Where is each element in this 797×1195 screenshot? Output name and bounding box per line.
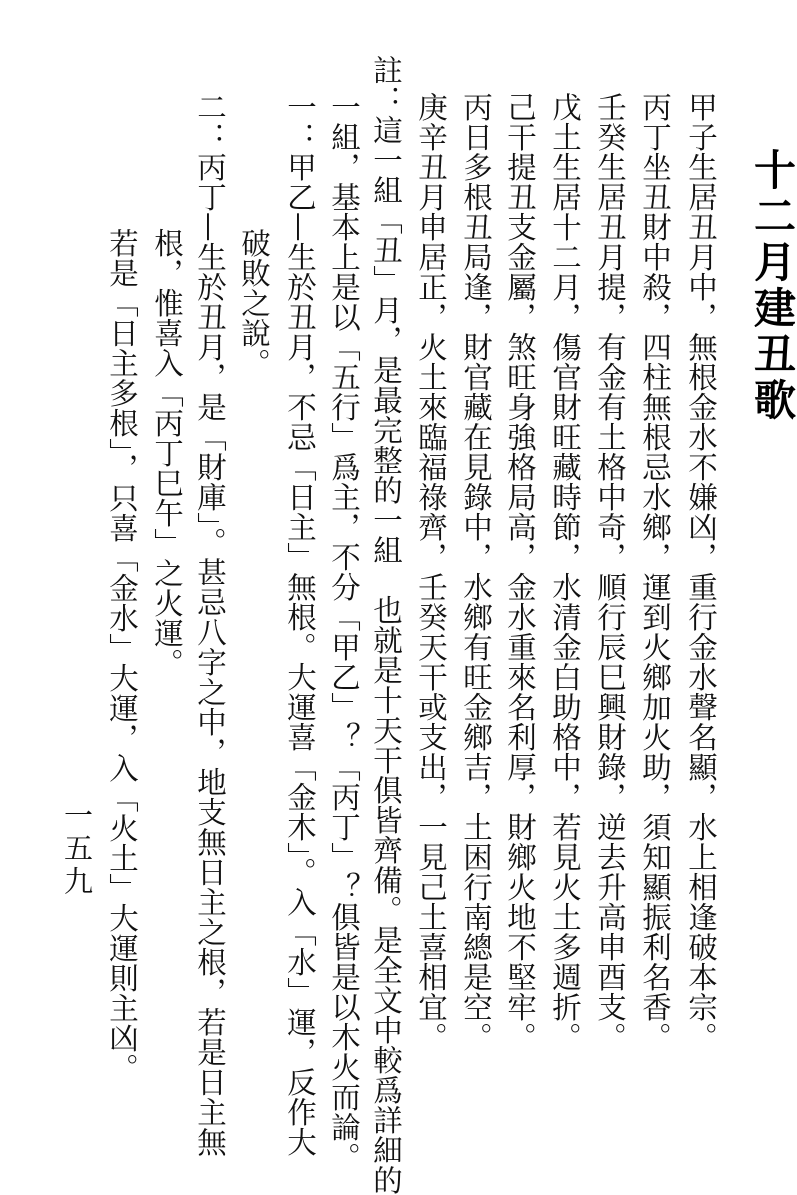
poem-line: 壬癸生居丑月提，有金有土格中奇，順行辰巳興財錄，逆去升高申酉支。 <box>593 92 627 1052</box>
note-line: 註：這一組「丑」月，是最完整的一組 也就是十天干俱皆齊備。是全文中較爲詳細的 <box>369 55 403 1195</box>
poem-line: 甲子生居丑月中，無根金水不嫌凶，重行金水聲名顯，水上相逢破本宗。 <box>684 92 718 1052</box>
note-line: 根，惟喜入「丙丁巳午」之火運。 <box>150 228 184 678</box>
poem-line: 丙日多根丑局逢，財官藏在見錄中，水鄉有旺金鄉吉，土困行南總是空。 <box>459 92 493 1052</box>
poem-line: 丙丁坐丑財中殺，四柱無根忌水鄉，運到火鄉加火助，須知顯振利名香。 <box>638 92 672 1052</box>
note-line: 一組，基本上是以「五行」爲主，不分「甲乙」？「丙丁」？俱皆是以木火而論。 <box>327 92 361 1172</box>
note-line: 破敗之說。 <box>237 228 271 378</box>
note-line: 一：甲乙—生於丑月，不忌「日主」無根。大運喜「金木」。入「水」運，反作大 <box>283 92 317 1158</box>
note-line: 若是「日主多根」，只喜「金水」大運，入「火土」大運則主凶。 <box>105 228 139 1084</box>
poem-line: 己干提丑支金屬，煞旺身強格局高，金水重來名利厚，財鄉火地不堅牢。 <box>503 92 537 1052</box>
page-number: 一五九 <box>60 800 94 899</box>
note-line: 二：丙丁—生於丑月，是「財庫」。甚忌八字之中，地支無日主之根，若是日主無 <box>193 92 227 1158</box>
poem-line: 庚辛丑月申居正，火土來臨福祿齊，壬癸天干或支出，一見己土喜相宜。 <box>414 92 448 1052</box>
page-title: 十二月建丑歌 <box>748 148 797 424</box>
poem-line: 戊土生居十二月，傷官財旺藏時節，水清金白助格中，若見火土多週折。 <box>548 92 582 1052</box>
